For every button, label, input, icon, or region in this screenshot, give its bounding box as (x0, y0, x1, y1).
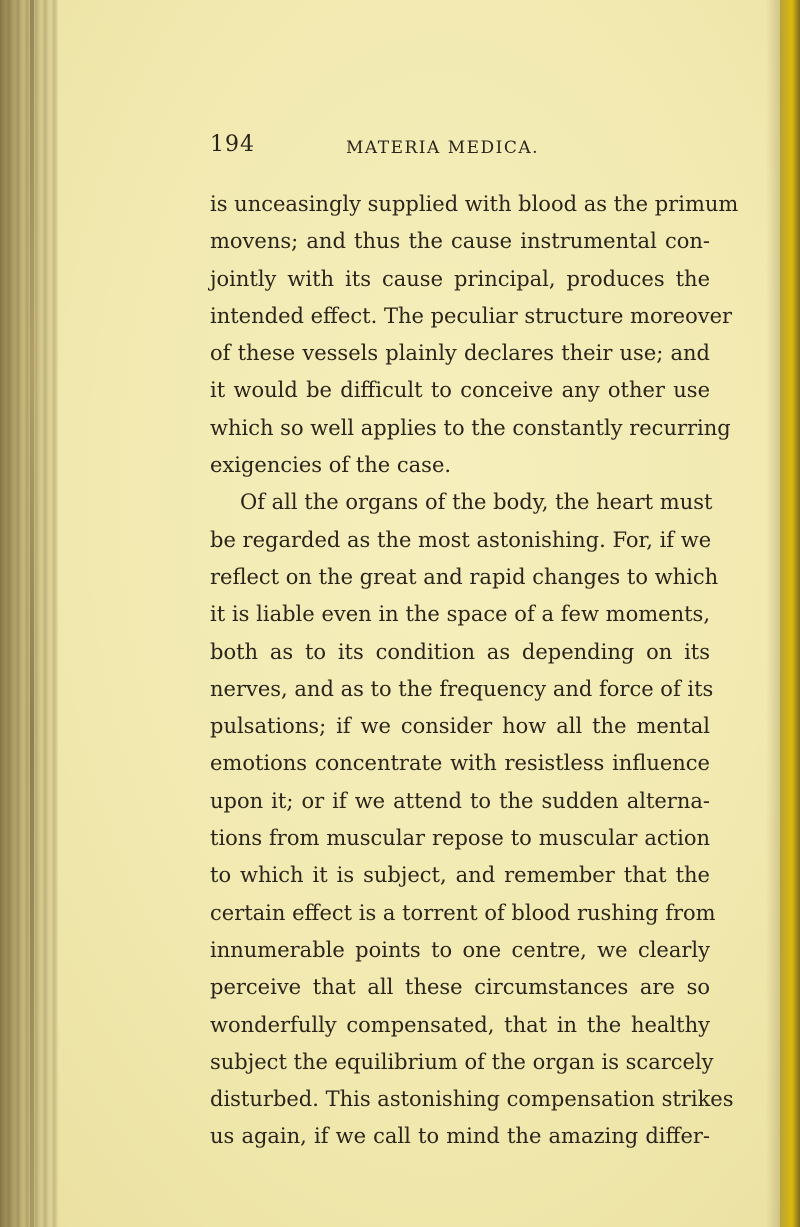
text-line: movens; and thus the cause instrumental con- (210, 229, 710, 254)
text-line: certain effect is a torrent of blood rushing from (210, 900, 716, 925)
text-line: both as to its condition as depending on its (210, 639, 710, 664)
text-line: of these vessels plainly declares their use; and (210, 341, 710, 366)
text-line: which so well applies to the constantly recurring (210, 415, 731, 440)
text-line: innumerable points to one centre, we clearly (210, 937, 710, 962)
text-line: nerves, and as to the frequency and force of its (210, 676, 714, 701)
text-line: jointly with its cause principal, produces the (210, 266, 710, 291)
binding-shadow (30, 0, 34, 1227)
text-line: tions from muscular repose to muscular action (210, 826, 710, 851)
page-header (0, 132, 800, 172)
text-line: pulsations; if we consider how all the mental (210, 714, 710, 739)
text-line: exigencies of the case. (210, 453, 452, 478)
text-line: intended effect. The peculiar structure moreover (210, 303, 733, 328)
text-line: wonderfully compensated, that in the healthy (210, 1012, 710, 1037)
text-line: subject the equilibrium of the organ is scarcely (210, 1049, 714, 1074)
page-edge-shadow (766, 0, 780, 1227)
text-line: upon it; or if we attend to the sudden alterna- (210, 788, 710, 813)
text-line: to which it is subject, and remember that the (210, 863, 710, 888)
text-line: is unceasingly supplied with blood as the primum (210, 192, 739, 216)
text-line: Of all the organs of the body, the heart must (240, 490, 713, 515)
running-head: MATERIA MEDICA. (346, 138, 540, 158)
text-line: emotions concentrate with resistless influence (210, 751, 710, 776)
page-number: 194 (210, 132, 255, 157)
text-line: us again, if we call to mind the amazing differ- (210, 1124, 710, 1149)
text-line: perceive that all these circumstances are so (210, 975, 710, 1000)
page-edge-gilt (780, 0, 800, 1227)
text-line: it would be difficult to conceive any other use (210, 378, 710, 403)
text-line: reflect on the great and rapid changes to which (210, 564, 719, 589)
text-line: be regarded as the most astonishing. For, if we (210, 527, 712, 552)
body-text (210, 186, 739, 1156)
binding-gutter (0, 0, 58, 1227)
text-line: disturbed. This astonishing compensation strikes (210, 1087, 734, 1112)
text-line: it is liable even in the space of a few moments, (210, 602, 710, 627)
